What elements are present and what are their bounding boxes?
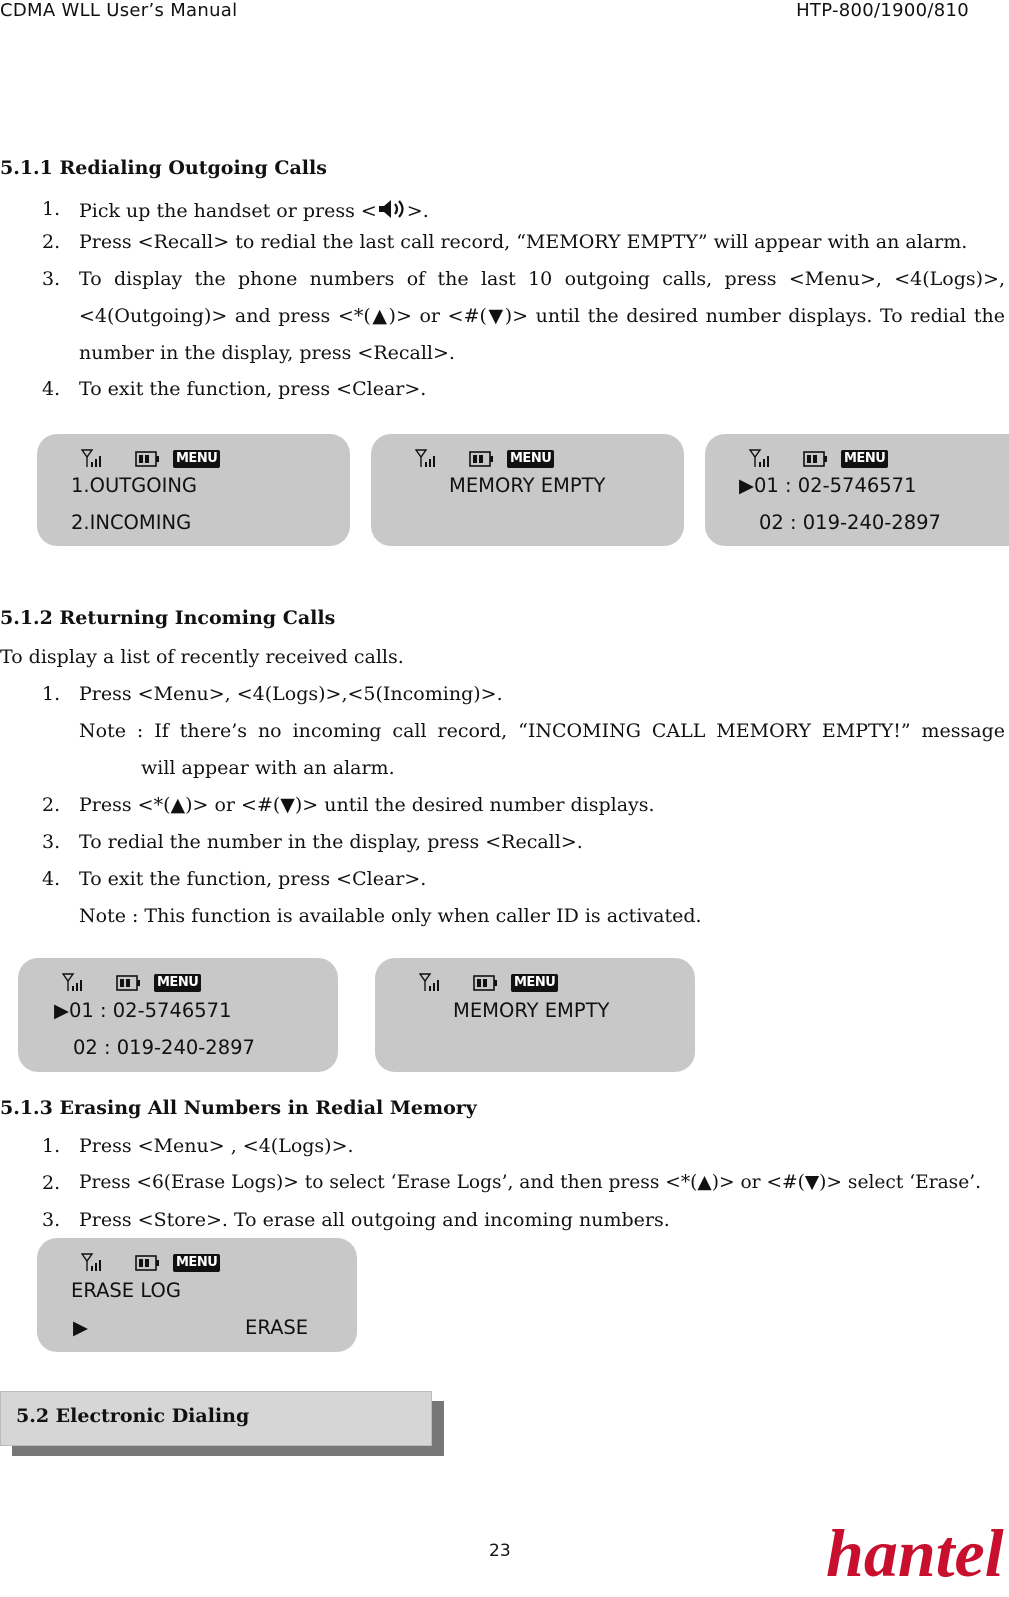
note-continued: will appear with an alarm.: [141, 757, 395, 779]
signal-icon: [749, 448, 771, 468]
list-number: 3.: [42, 268, 61, 290]
note: Note : This function is available only when caller ID is activated.: [79, 905, 702, 927]
list-number: 2.: [42, 231, 61, 253]
lcd-line-1: ▶01 : 02-5746571: [739, 474, 917, 497]
battery-icon: [473, 972, 499, 992]
list-item: Press <Recall> to redial the last call record, “MEMORY EMPTY” will appear with an alarm.: [79, 231, 968, 253]
note: Note : If there’s no incoming call record, “INCOMING CALL MEMORY EMPTY!” message: [79, 720, 1005, 742]
menu-icon: MENU: [841, 450, 888, 468]
signal-icon: [62, 972, 84, 992]
speaker-icon: [377, 198, 407, 220]
list-item: To redial the number in the display, press <Recall>.: [79, 831, 583, 853]
header-model: HTP-800/1900/810: [796, 0, 969, 21]
battery-icon: [135, 1252, 161, 1272]
list-item-continued: <4(Outgoing)> and press <*(▲)> or <#(▼)> until the desired number displays. To redial the: [79, 305, 1005, 327]
lcd-screen-menu: [37, 434, 350, 546]
lcd-status-icons: [415, 446, 554, 468]
hantel-logo: [826, 1518, 1006, 1594]
signal-icon: [415, 448, 437, 468]
list-number: 3.: [42, 831, 61, 853]
list-number: 4.: [42, 868, 61, 890]
lcd-line-1: MEMORY EMPTY: [449, 474, 606, 497]
menu-icon: MENU: [507, 450, 554, 468]
signal-icon: [81, 1252, 103, 1272]
lcd-status-icons: [749, 446, 888, 468]
page-number: 23: [489, 1541, 511, 1561]
list-item-continued: number in the display, press <Recall>.: [79, 342, 455, 364]
list-number: 1.: [42, 683, 61, 705]
lcd-selector-arrow: ▶: [73, 1316, 88, 1339]
lcd-line-2: ERASE: [245, 1316, 309, 1339]
lcd-status-icons: [62, 970, 201, 992]
menu-icon: MENU: [173, 450, 220, 468]
lcd-screen-outgoing-list: [705, 434, 1009, 546]
list-item: To exit the function, press <Clear>.: [79, 378, 427, 400]
signal-icon: [419, 972, 441, 992]
lcd-status-icons: [81, 446, 220, 468]
battery-icon: [469, 448, 495, 468]
lcd-screen-erase-log: [37, 1238, 357, 1352]
list-number: 2.: [42, 794, 61, 816]
lcd-line-1: ERASE LOG: [71, 1279, 181, 1302]
lcd-status-icons: [81, 1250, 220, 1272]
lcd-line-2: 02 : 019-240-2897: [73, 1036, 255, 1059]
signal-icon: [81, 448, 103, 468]
header-manual-title: CDMA WLL User’s Manual: [0, 0, 238, 21]
lcd-screen-memory-empty: [375, 958, 695, 1072]
list-item: Press <Menu> , <4(Logs)>.: [79, 1135, 354, 1157]
section-title-5-1-1: 5.1.1 Redialing Outgoing Calls: [0, 157, 327, 179]
section-title-5-2: 5.2 Electronic Dialing: [16, 1405, 250, 1427]
list-number: 3.: [42, 1209, 61, 1231]
lcd-line-1: 1.OUTGOING: [71, 474, 198, 497]
battery-icon: [135, 448, 161, 468]
lcd-screen-memory-empty: [371, 434, 684, 546]
list-number: 2.: [42, 1172, 61, 1194]
list-number: 1.: [42, 198, 61, 220]
lcd-line-2: 2.INCOMING: [71, 511, 192, 534]
menu-icon: MENU: [511, 974, 558, 992]
list-number: 4.: [42, 378, 61, 400]
list-item: Press <Menu>, <4(Logs)>,<5(Incoming)>.: [79, 683, 503, 705]
battery-icon: [803, 448, 829, 468]
lcd-line-1: MEMORY EMPTY: [453, 999, 610, 1022]
list-number: 1.: [42, 1135, 61, 1157]
menu-icon: MENU: [154, 974, 201, 992]
list-item: Press <Store>. To erase all outgoing and incoming numbers.: [79, 1209, 670, 1231]
lcd-screen-incoming-list: [18, 958, 338, 1072]
paragraph: To display a list of recently received calls.: [0, 646, 404, 668]
lcd-line-1: ▶01 : 02-5746571: [54, 999, 232, 1022]
section-box-5-2: [0, 1391, 432, 1446]
list-item: To display the phone numbers of the last 10 outgoing calls, press <Menu>, <4(Logs)>,: [79, 268, 1005, 290]
section-title-5-1-3: 5.1.3 Erasing All Numbers in Redial Memory: [0, 1097, 477, 1119]
list-item: Press <*(▲)> or <#(▼)> until the desired number displays.: [79, 794, 655, 816]
list-item: [79, 198, 429, 222]
section-title-5-1-2: 5.1.2 Returning Incoming Calls: [0, 607, 336, 629]
menu-icon: MENU: [173, 1254, 220, 1272]
list-item: To exit the function, press <Clear>.: [79, 868, 427, 890]
list-item-text: >.: [406, 200, 429, 222]
lcd-line-2: 02 : 019-240-2897: [759, 511, 941, 534]
logo-wordmark: hantel: [826, 1518, 1004, 1591]
battery-icon: [116, 972, 142, 992]
lcd-status-icons: [419, 970, 558, 992]
list-item: Press <6(Erase Logs)> to select ‘Erase Logs’, and then press <*(▲)> or <#(▼)> select ‘Erase’.: [79, 1172, 982, 1193]
list-item-text: Pick up the handset or press <: [79, 200, 377, 222]
